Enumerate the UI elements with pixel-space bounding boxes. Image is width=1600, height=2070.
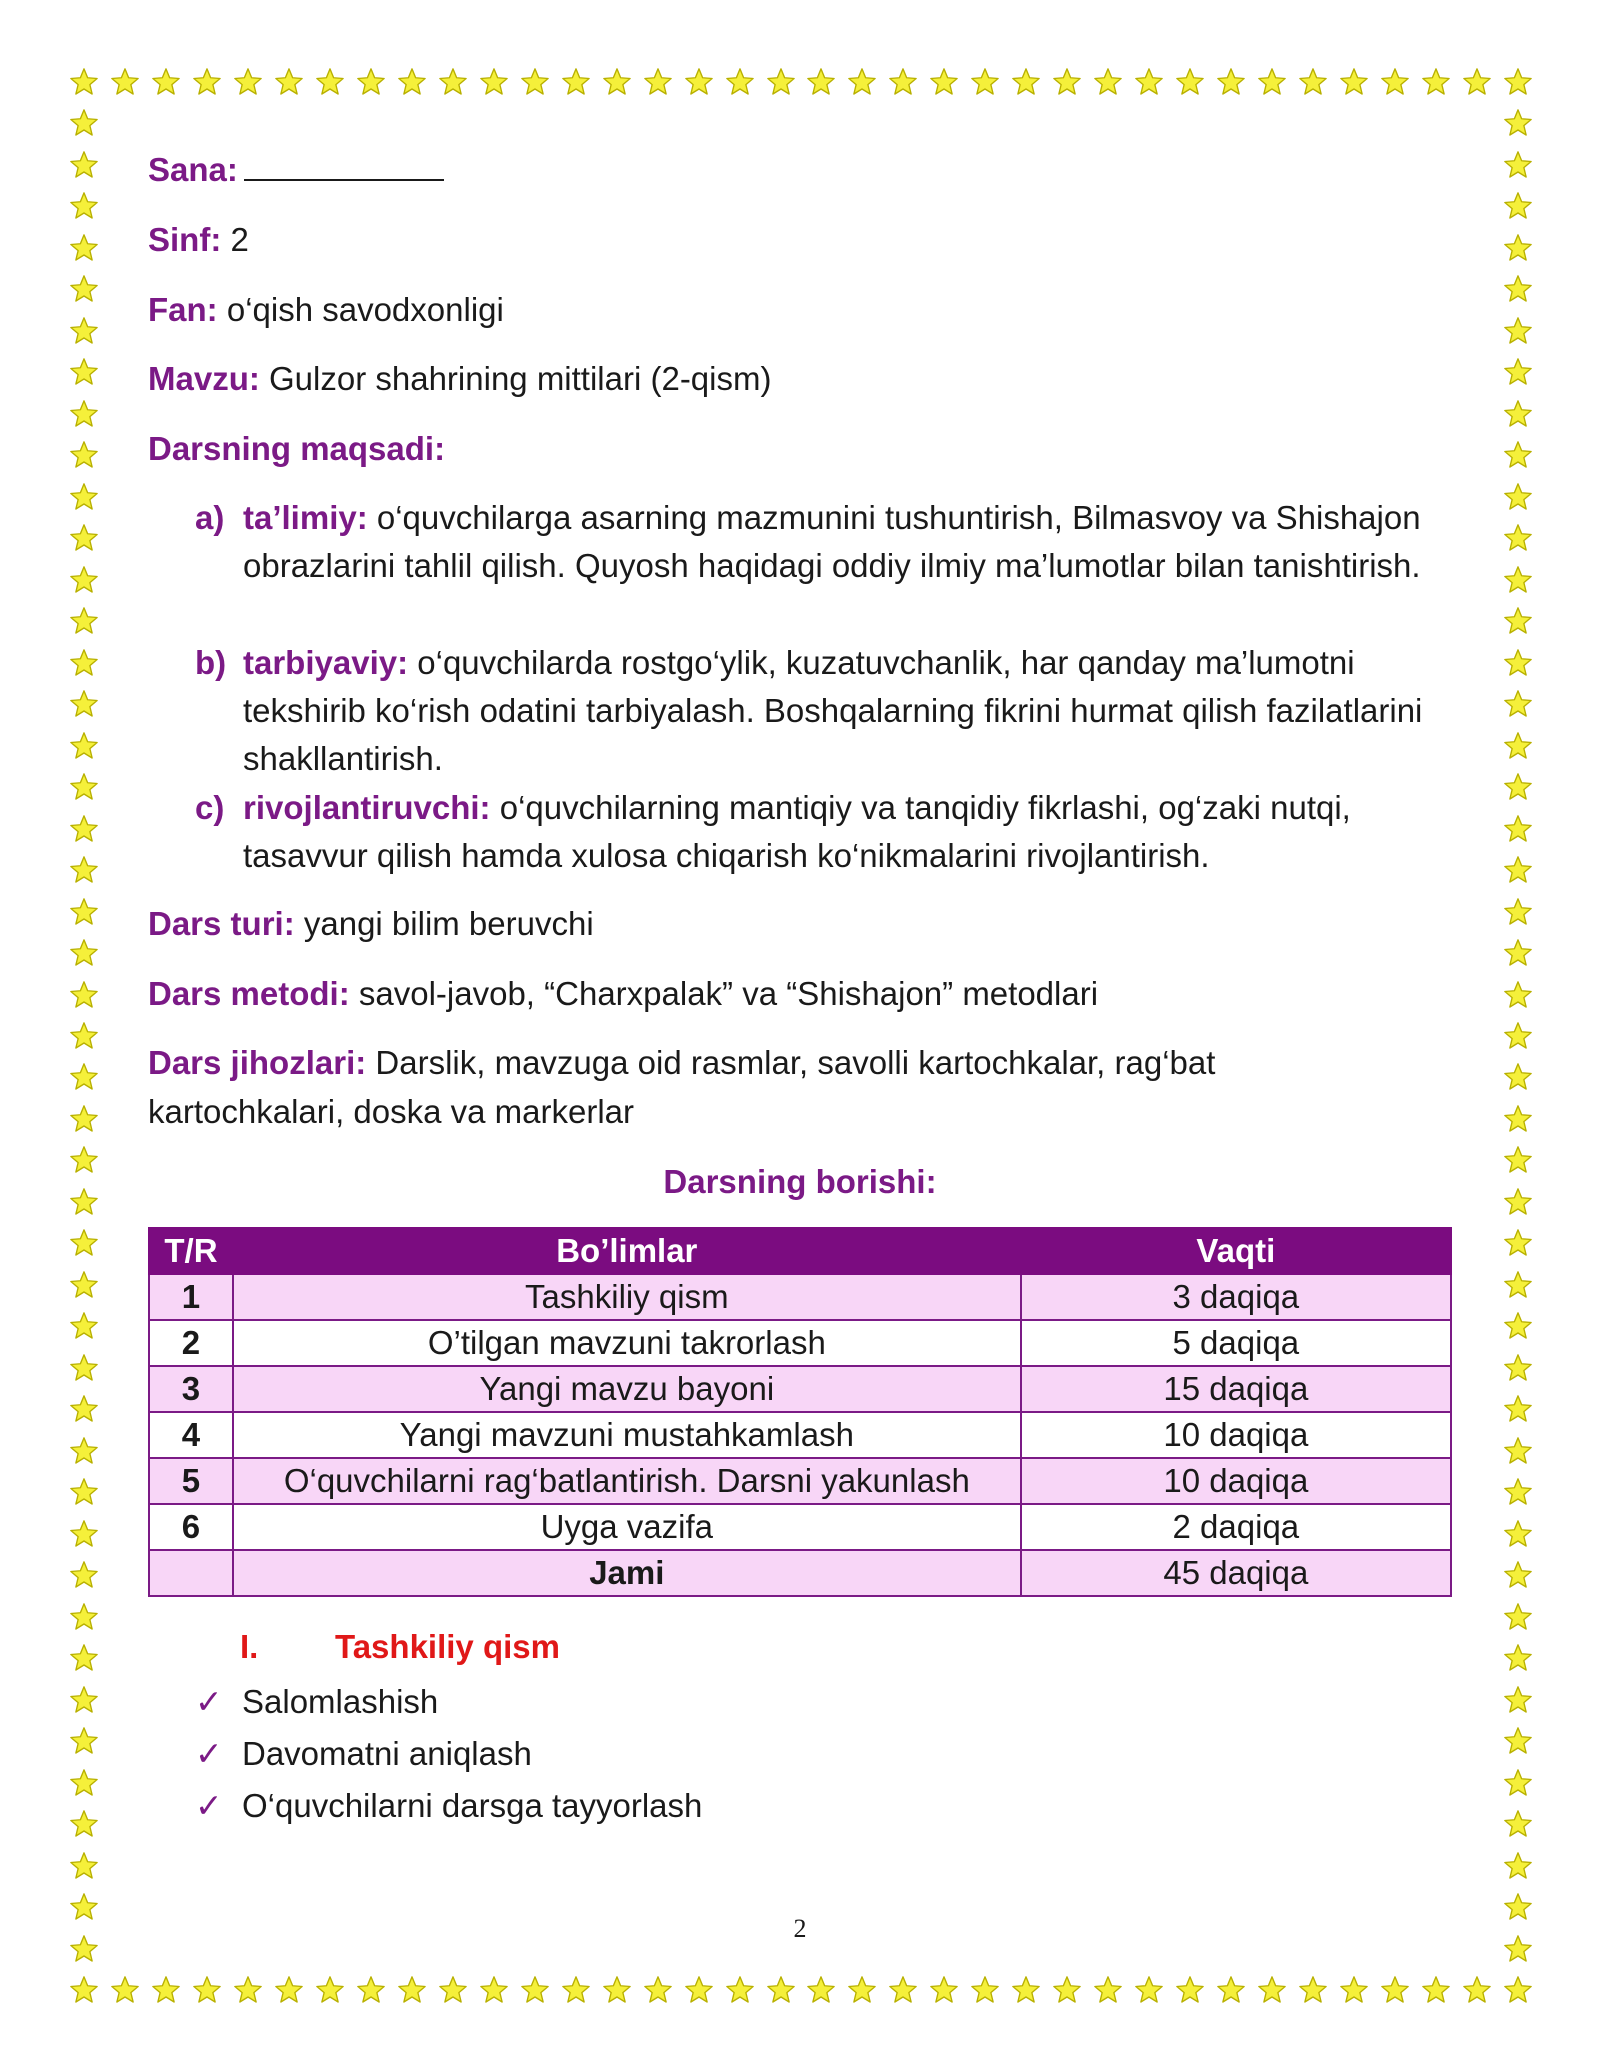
section-organizational-title [240,1628,560,1666]
lesson-method-label: Dars metodi: [148,975,350,1012]
goal-educational [195,494,1465,590]
star-icon [69,357,99,387]
star-icon [520,67,550,97]
checklist-item [195,1678,438,1726]
star-icon [69,772,99,802]
goals-heading [148,425,445,473]
checkmark-icon: ✓ [195,1787,223,1824]
star-icon [69,67,99,97]
star-icon [970,67,1000,97]
star-icon [151,67,181,97]
star-icon [1503,1975,1533,2005]
equipment-value-cont: kartochkalari, doska va markerlar [148,1093,635,1130]
star-icon [151,1975,181,2005]
star-icon [69,1062,99,1092]
star-icon [1503,482,1533,512]
star-icon [1503,1062,1533,1092]
star-icon [69,1809,99,1839]
star-icon [1093,1975,1123,2005]
star-icon [69,523,99,553]
equipment-line-2 [148,1088,634,1136]
star-icon [110,67,140,97]
star-icon [1503,1851,1533,1881]
goal-text: o‘quvchilarda rostgo‘ylik, kuzatuvchanlik, har qanday ma’lumotni tekshirib ko‘rish odatini tarbiyalash. Boshqalarning fikrini hurmat qilish fazilatlarini shakllantirish. [243,644,1423,777]
row-time: 3 daqiqa [1021,1274,1451,1320]
total-time: 45 daqiqa [1021,1550,1451,1596]
star-icon [479,67,509,97]
star-icon [69,1270,99,1300]
star-icon [1503,357,1533,387]
star-icon [69,1560,99,1590]
star-icon [315,67,345,97]
star-icon [479,1975,509,2005]
checklist-item [195,1782,702,1830]
star-icon [69,814,99,844]
star-icon [602,67,632,97]
star-icon [1380,67,1410,97]
date-blank [244,149,444,181]
star-icon [69,606,99,636]
star-icon [1052,1975,1082,2005]
star-icon [1503,523,1533,553]
star-icon [69,316,99,346]
star-icon [69,1685,99,1715]
table-row [149,1412,1451,1458]
total-empty [149,1550,233,1596]
star-icon [1503,565,1533,595]
table-row [149,1458,1451,1504]
goal-label: rivojlantiruvchi: [243,789,491,826]
header-number: T/R [149,1228,233,1274]
row-number: 5 [149,1458,233,1504]
star-icon [520,1975,550,2005]
star-icon [1421,67,1451,97]
row-section: O’tilgan mavzuni takrorlash [233,1320,1021,1366]
star-icon [110,1975,140,2005]
star-icon [684,1975,714,2005]
star-icon [1503,67,1533,97]
star-icon [561,1975,591,2005]
star-icon [1503,606,1533,636]
header-sections: Bo’limlar [233,1228,1021,1274]
lesson-type-value: yangi bilim beruvchi [294,905,594,942]
star-icon [69,1602,99,1632]
star-icon [1503,1685,1533,1715]
star-icon [69,1104,99,1134]
checklist-text: Davomatni aniqlash [242,1735,532,1772]
equipment-label: Dars jihozlari: [148,1044,367,1081]
page-number: 2 [793,1914,807,1943]
row-number: 1 [149,1274,233,1320]
star-icon [1503,772,1533,802]
star-icon [274,67,304,97]
star-icon [1503,1726,1533,1756]
star-icon [315,1975,345,2005]
star-icon [192,1975,222,2005]
row-number: 2 [149,1320,233,1366]
star-icon [69,980,99,1010]
star-icon [847,67,877,97]
goal-label: ta’limiy: [243,499,368,536]
section-roman: I. [240,1628,259,1665]
star-icon [1503,980,1533,1010]
star-icon [1503,1394,1533,1424]
row-section: Yangi mavzu bayoni [233,1366,1021,1412]
goal-letter: a) [195,499,225,536]
star-icon [356,1975,386,2005]
row-time: 2 daqiqa [1021,1504,1451,1550]
star-icon [725,1975,755,2005]
star-icon [1257,67,1287,97]
goal-label: tarbiyaviy: [243,644,409,681]
goal-letter: c) [195,789,225,826]
star-icon [69,1353,99,1383]
star-icon [69,938,99,968]
star-icon [69,1643,99,1673]
star-icon [69,274,99,304]
star-icon [69,399,99,429]
star-icon [1216,1975,1246,2005]
table-row [149,1274,1451,1320]
star-icon [69,1436,99,1466]
star-icon [888,67,918,97]
star-icon [1503,689,1533,719]
star-icon [233,1975,263,2005]
star-icon [69,440,99,470]
star-icon [1503,938,1533,968]
checkmark-icon: ✓ [195,1735,223,1772]
star-icon [69,482,99,512]
star-icon [1503,1519,1533,1549]
star-icon [69,1477,99,1507]
star-icon [1503,1270,1533,1300]
star-icon [1339,67,1369,97]
star-icon [1503,1809,1533,1839]
star-icon [1503,1477,1533,1507]
star-icon [1503,1021,1533,1051]
star-icon [1503,233,1533,263]
star-icon [69,1228,99,1258]
row-number: 3 [149,1366,233,1412]
star-icon [1339,1975,1369,2005]
star-icon [69,1726,99,1756]
star-icon [1503,897,1533,927]
checklist-item [195,1730,532,1778]
star-icon [69,150,99,180]
subject-label: Fan: [148,291,218,328]
star-icon [1503,108,1533,138]
star-icon [888,1975,918,2005]
star-icon [1503,648,1533,678]
table-header-row [149,1228,1451,1274]
star-icon [1503,399,1533,429]
lesson-type-line [148,900,594,948]
goal-developmental [195,784,1465,880]
star-icon [69,1021,99,1051]
star-icon [1503,191,1533,221]
class-line [148,216,249,264]
star-icon [69,191,99,221]
star-icon [1503,316,1533,346]
goal-upbringing [195,639,1465,783]
star-icon [233,67,263,97]
row-time: 15 daqiqa [1021,1366,1451,1412]
star-icon [1257,1975,1287,2005]
star-icon [69,1768,99,1798]
row-time: 10 daqiqa [1021,1458,1451,1504]
equipment-value: Darslik, mavzuga oid rasmlar, savolli kartochkalar, rag‘bat [366,1044,1216,1081]
star-icon [1503,1353,1533,1383]
goal-letter: b) [195,644,227,681]
total-label: Jami [233,1550,1021,1596]
star-icon [1421,1975,1451,2005]
topic-value: Gulzor shahrining mittilari (2-qism) [259,360,772,397]
star-icon [806,1975,836,2005]
class-label: Sinf: [148,221,222,258]
star-icon [806,67,836,97]
row-number: 4 [149,1412,233,1458]
star-icon [69,1851,99,1881]
subject-line [148,286,504,334]
star-icon [602,1975,632,2005]
star-icon [69,689,99,719]
star-icon [1503,1643,1533,1673]
lesson-plan-table [148,1227,1452,1597]
star-icon [1503,440,1533,470]
star-icon [1175,1975,1205,2005]
checklist-text: Salomlashish [242,1683,439,1720]
lesson-type-label: Dars turi: [148,905,295,942]
star-icon [1503,731,1533,761]
lesson-method-line [148,970,1098,1018]
checkmark-icon: ✓ [195,1683,223,1720]
star-icon [69,1975,99,2005]
star-icon [1011,67,1041,97]
star-icon [192,67,222,97]
star-icon [766,1975,796,2005]
star-icon [1298,1975,1328,2005]
table-row [149,1320,1451,1366]
star-icon [766,67,796,97]
row-time: 10 daqiqa [1021,1412,1451,1458]
star-icon [643,67,673,97]
goal-text: o‘quvchilarga asarning mazmunini tushuntirish, Bilmasvoy va Shishajon obrazlarini tahlil qilish. Quyosh haqidagi oddiy ilmiy ma’lumotlar bilan tanishtirish. [243,499,1421,584]
star-icon [725,67,755,97]
star-icon [1503,1228,1533,1258]
row-number: 6 [149,1504,233,1550]
table-row [149,1504,1451,1550]
subject-value: o‘qish savodxonligi [217,291,504,328]
star-icon [643,1975,673,2005]
star-icon [397,67,427,97]
header-time: Vaqti [1021,1228,1451,1274]
date-label: Sana: [148,151,238,188]
star-icon [1134,67,1164,97]
row-section: Uyga vazifa [233,1504,1021,1550]
star-icon [1134,1975,1164,2005]
star-icon [1298,67,1328,97]
star-icon [1503,1768,1533,1798]
topic-line [148,355,771,403]
star-icon [69,1519,99,1549]
equipment-line [148,1039,1215,1087]
star-icon [69,1394,99,1424]
star-icon [1503,274,1533,304]
star-icon [1503,1602,1533,1632]
star-icon [684,67,714,97]
row-section: Tashkiliy qism [233,1274,1021,1320]
star-icon [69,565,99,595]
star-icon [69,855,99,885]
star-icon [438,67,468,97]
star-icon [1093,67,1123,97]
star-icon [1503,1436,1533,1466]
date-line [148,146,444,194]
checklist-text: O‘quvchilarni darsga tayyorlash [242,1787,703,1824]
table-row [149,1366,1451,1412]
row-section: O‘quvchilarni rag‘batlantirish. Darsni yakunlash [233,1458,1021,1504]
topic-label: Mavzu: [148,360,260,397]
star-icon [1380,1975,1410,2005]
goals-heading-text: Darsning maqsadi: [148,430,446,467]
star-icon [1216,67,1246,97]
star-icon [69,897,99,927]
star-icon [69,731,99,761]
star-icon [1503,150,1533,180]
star-icon [438,1975,468,2005]
star-icon [1462,67,1492,97]
star-icon [970,1975,1000,2005]
star-icon [1503,1311,1533,1341]
lesson-method-value: savol-javob, “Charxpalak” va “Shishajon” metodlari [349,975,1099,1012]
star-icon [69,1311,99,1341]
star-icon [356,67,386,97]
star-icon [561,67,591,97]
star-icon [929,67,959,97]
star-icon [1503,814,1533,844]
star-icon [929,1975,959,2005]
row-time: 5 daqiqa [1021,1320,1451,1366]
star-icon [1503,1560,1533,1590]
section-title-text: Tashkiliy qism [335,1628,560,1665]
table-total-row [149,1550,1451,1596]
star-icon [1503,1104,1533,1134]
star-icon [397,1975,427,2005]
star-icon [274,1975,304,2005]
star-icon [1175,67,1205,97]
goal-text: o‘quvchilarning mantiqiy va tanqidiy fikrlashi, og‘zaki nutqi, tasavvur qilish hamda xulosa chiqarish ko‘nikmalarini rivojlantirish. [243,789,1351,874]
star-icon [69,108,99,138]
star-icon [1462,1975,1492,2005]
class-value: 2 [221,221,249,258]
star-icon [1052,67,1082,97]
star-icon [1011,1975,1041,2005]
star-icon [847,1975,877,2005]
star-icon [69,233,99,263]
star-icon [1503,855,1533,885]
star-icon [69,648,99,678]
row-section: Yangi mavzuni mustahkamlash [233,1412,1021,1458]
plan-title: Darsning borishi: [663,1163,937,1200]
